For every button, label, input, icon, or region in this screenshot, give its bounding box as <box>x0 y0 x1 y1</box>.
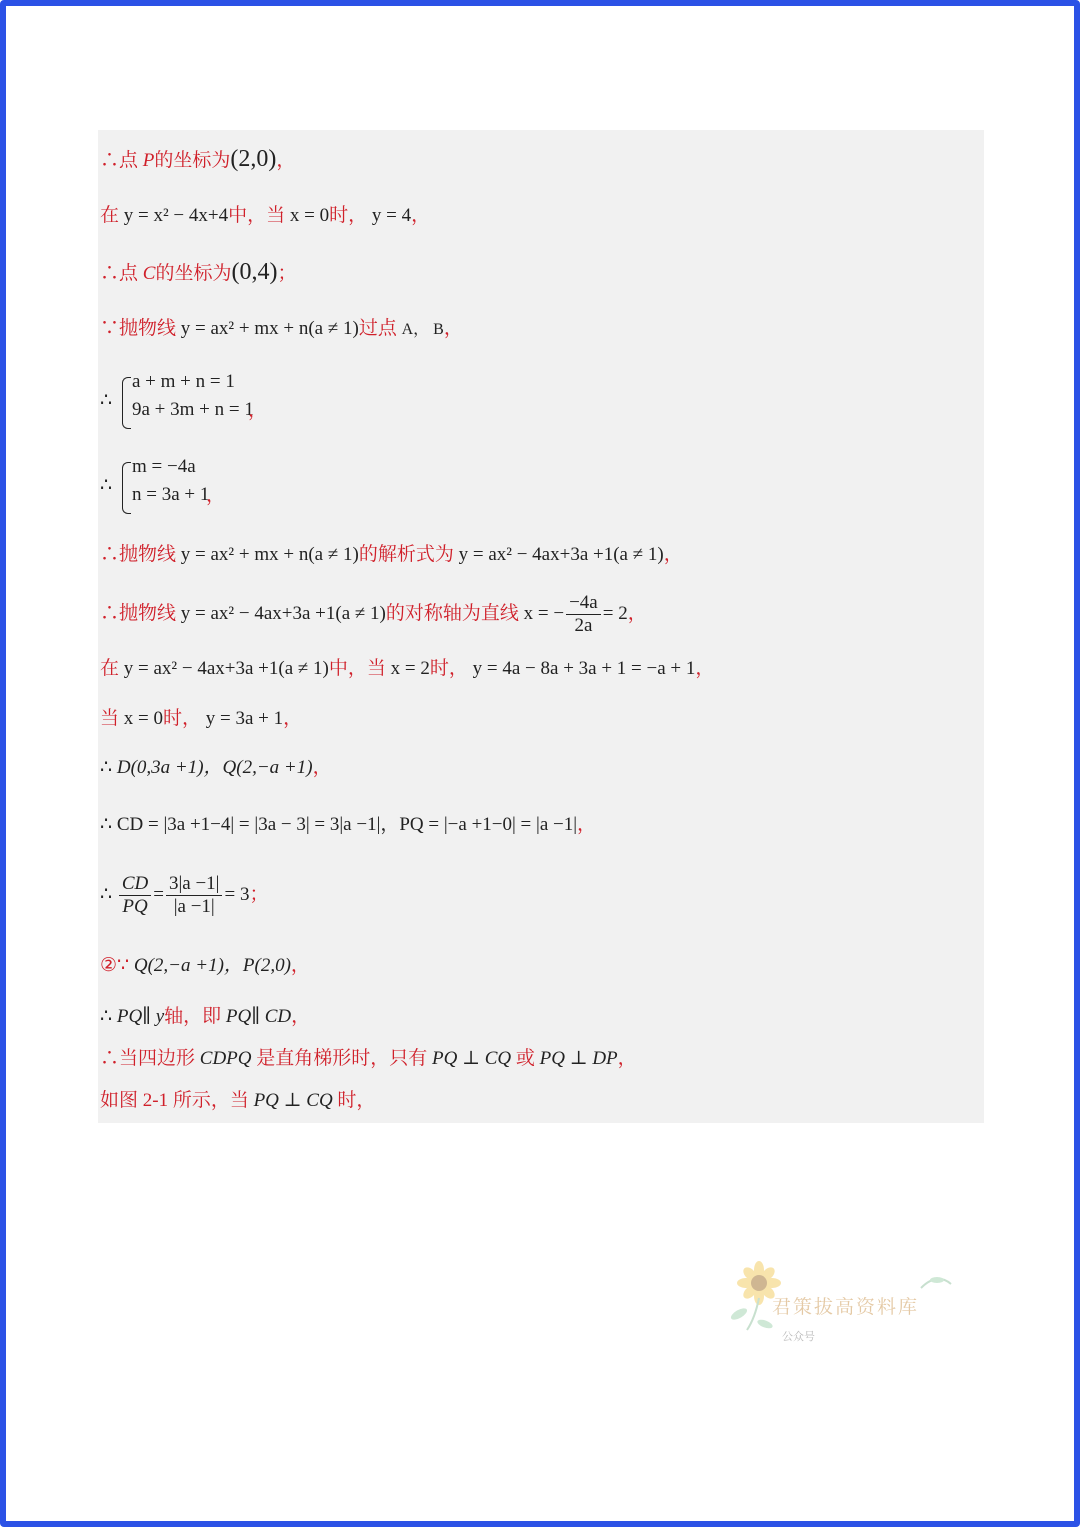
fraction-abs: $\frac{3|a -1|}{|a -1|}$ <box>166 873 223 918</box>
line-point-c: ∴点 C的坐标为(0,4)； <box>100 259 297 285</box>
line-analytic-form: ∴抛物线 y = ax² + mx + n(a ≠ 1)的解析式为 y = ax² − 4ax+3a +1(a ≠ 1)， <box>100 544 683 565</box>
left-brace-icon <box>122 377 131 429</box>
left-brace-icon <box>122 462 131 514</box>
line-point-p: ∴点 P的坐标为(2,0)， <box>100 146 296 172</box>
watermark-title: 君策拔高资料库 <box>772 1296 920 1318</box>
line-y-at-x2: 在 y = ax² − 4ax+3a +1(a ≠ 1)中，当 x = 2时， y = 4a − 8a + 3a + 1 = −a + 1， <box>100 658 715 679</box>
fraction: $\frac{-4a}{2a}$ <box>566 592 601 637</box>
line-y-at-x0: 在 y = x² − 4x+4中，当 x = 0时， y = 4， <box>100 205 431 226</box>
line-points-d-q: ∴ D(0,3a +1)，Q(2,−a +1)， <box>100 757 332 778</box>
line-y-at-x0-second: 当 x = 0时， y = 3a + 1， <box>100 708 303 729</box>
line-parabola-through: ∵抛物线 y = ax² + mx + n(a ≠ 1)过点 A， B， <box>100 318 463 339</box>
line-part-2: ②∵ Q(2,−a +1)，P(2,0)， <box>100 955 310 976</box>
fraction-cd-pq: $\frac{CD}{PQ}$ <box>119 873 151 918</box>
line-right-trapezoid: ∴当四边形 CDPQ 是直角梯形时，只有 PQ ⊥ CQ 或 PQ ⊥ DP， <box>100 1048 637 1069</box>
line-cd-pq-lengths: ∴ CD = |3a +1−4| = |3a − 3| = 3|a −1|，PQ = |−a +1−0| = |a −1|， <box>100 814 597 835</box>
line-axis-of-symmetry: ∴抛物线 y = ax² − 4ax+3a +1(a ≠ 1)的对称轴为直线 x = − $\frac{-4a}{2a}$ = 2， <box>100 592 647 637</box>
line-ratio: ∴ $\frac{CD}{PQ}$ = $\frac{3|a -1|}{|a -1|}$ = 3； <box>100 873 269 918</box>
line-figure-ref: 如图 2-1 所示，当 PQ ⊥ CQ 时， <box>100 1090 376 1111</box>
watermark-subtitle: 公众号 <box>782 1330 815 1343</box>
line-parallel: ∴ PQ∥ y轴，即 PQ∥ CD， <box>100 1006 311 1027</box>
